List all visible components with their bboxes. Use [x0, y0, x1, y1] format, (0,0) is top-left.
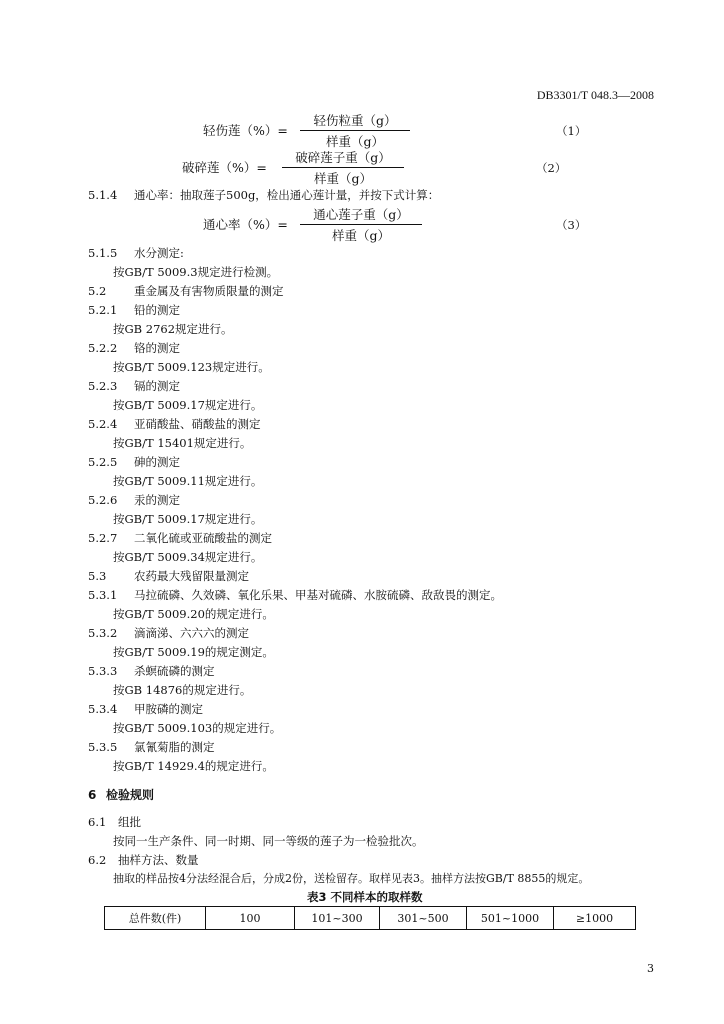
- formula-3-denominator: 样重（g）: [331, 228, 390, 243]
- section-5-2-6: 5.2.6 汞的测定: [88, 493, 180, 507]
- formula-3-number: （3）: [556, 218, 587, 232]
- section-5-2-5: 5.2.5 砷的测定: [88, 455, 180, 469]
- table-cell: ≥1000: [554, 907, 636, 930]
- section-5-2-4: 5.2.4 亚硝酸盐、硝酸盐的测定: [88, 417, 261, 431]
- section-5-1-5-body: 按GB/T 5009.3规定进行检测。: [113, 265, 279, 279]
- formula-1-numerator: 轻伤粒重（g）: [313, 113, 397, 128]
- section-5-2-7-body: 按GB/T 5009.34规定进行。: [113, 550, 263, 564]
- section-5-3: 5.3 农药最大残留限量测定: [88, 569, 249, 583]
- section-5-3-3-body: 按GB 14876的规定进行。: [113, 683, 252, 697]
- section-5-3-5: 5.3.5 氯氰菊脂的测定: [88, 740, 215, 754]
- section-5-3-2: 5.3.2 滴滴涕、六六六的测定: [88, 626, 249, 640]
- section-5-2-2-body: 按GB/T 5009.123规定进行。: [113, 360, 270, 374]
- table-3: [104, 906, 636, 930]
- section-5-3-3: 5.3.3 杀螟硫磷的测定: [88, 664, 215, 678]
- section-6-1: 6.1 组批: [88, 815, 141, 829]
- formula-2-denominator: 样重（g）: [313, 171, 372, 186]
- formula-1-denominator: 样重（g）: [325, 134, 384, 149]
- table-cell: 101~300: [295, 907, 380, 930]
- section-5-1-5: 5.1.5 水分测定:: [88, 246, 184, 260]
- section-5-2-1: 5.2.1 铅的测定: [88, 303, 180, 317]
- table-row: [105, 907, 636, 930]
- formula-3-lhs: 通心率（%）=: [203, 217, 288, 232]
- section-5-2-7: 5.2.7 二氧化硫或亚硫酸盐的测定: [88, 531, 272, 545]
- section-5-2-3-body: 按GB/T 5009.17规定进行。: [113, 398, 263, 412]
- section-5-2-5-body: 按GB/T 5009.11规定进行。: [113, 474, 263, 488]
- section-5-2-3: 5.2.3 镉的测定: [88, 379, 180, 393]
- section-6-1-body: 按同一生产条件、同一时期、同一等级的莲子为一检验批次。: [113, 834, 424, 848]
- section-5-2: 5.2 重金属及有害物质限量的测定: [88, 284, 284, 298]
- doc-code-header: DB3301/T 048.3—2008: [536, 88, 654, 102]
- section-5-2-4-body: 按GB/T 15401规定进行。: [113, 436, 252, 450]
- section-6-2-body: 抽取的样品按4分法经混合后，分成2份，送检留存。取样见表3。抽样方法按GB/T 8855的规定。: [113, 872, 590, 885]
- section-5-3-4-body: 按GB/T 5009.103的规定进行。: [113, 721, 282, 735]
- table-cell: 501~1000: [467, 907, 554, 930]
- section-6-heading: 6 检验规则: [88, 788, 155, 802]
- formula-3-numerator: 通心莲子重（g）: [313, 207, 409, 222]
- section-6-2: 6.2 抽样方法、数量: [88, 853, 199, 867]
- section-5-2-1-body: 按GB 2762规定进行。: [113, 322, 233, 336]
- table-3-caption: 表3 不同样本的取样数: [307, 890, 423, 904]
- section-5-1-4: 5.1.4 通心率：抽取莲子500g，检出通心莲计量，并按下式计算：: [88, 188, 440, 202]
- formula-2-numerator: 破碎莲子重（g）: [295, 150, 391, 165]
- formula-1-lhs: 轻伤莲（%）=: [203, 123, 288, 138]
- table-cell: 总件数(件): [105, 907, 206, 930]
- section-5-3-1: 5.3.1 马拉硫磷、久效磷、氧化乐果、甲基对硫磷、水胺硫磷、敌敌畏的测定。: [88, 588, 502, 602]
- table-cell: 301~500: [380, 907, 467, 930]
- page-number: 3: [647, 962, 654, 975]
- section-5-2-6-body: 按GB/T 5009.17规定进行。: [113, 512, 263, 526]
- section-5-2-2: 5.2.2 铬的测定: [88, 341, 180, 355]
- formula-2-lhs: 破碎莲（%）=: [182, 160, 267, 175]
- table-cell: 100: [206, 907, 295, 930]
- formula-2-number: （2）: [536, 161, 567, 175]
- formula-1-number: （1）: [556, 124, 587, 138]
- section-5-3-4: 5.3.4 甲胺磷的测定: [88, 702, 203, 716]
- section-5-3-5-body: 按GB/T 14929.4的规定进行。: [113, 759, 274, 773]
- section-5-3-1-body: 按GB/T 5009.20的规定进行。: [113, 607, 274, 621]
- section-5-3-2-body: 按GB/T 5009.19的规定测定。: [113, 645, 274, 659]
